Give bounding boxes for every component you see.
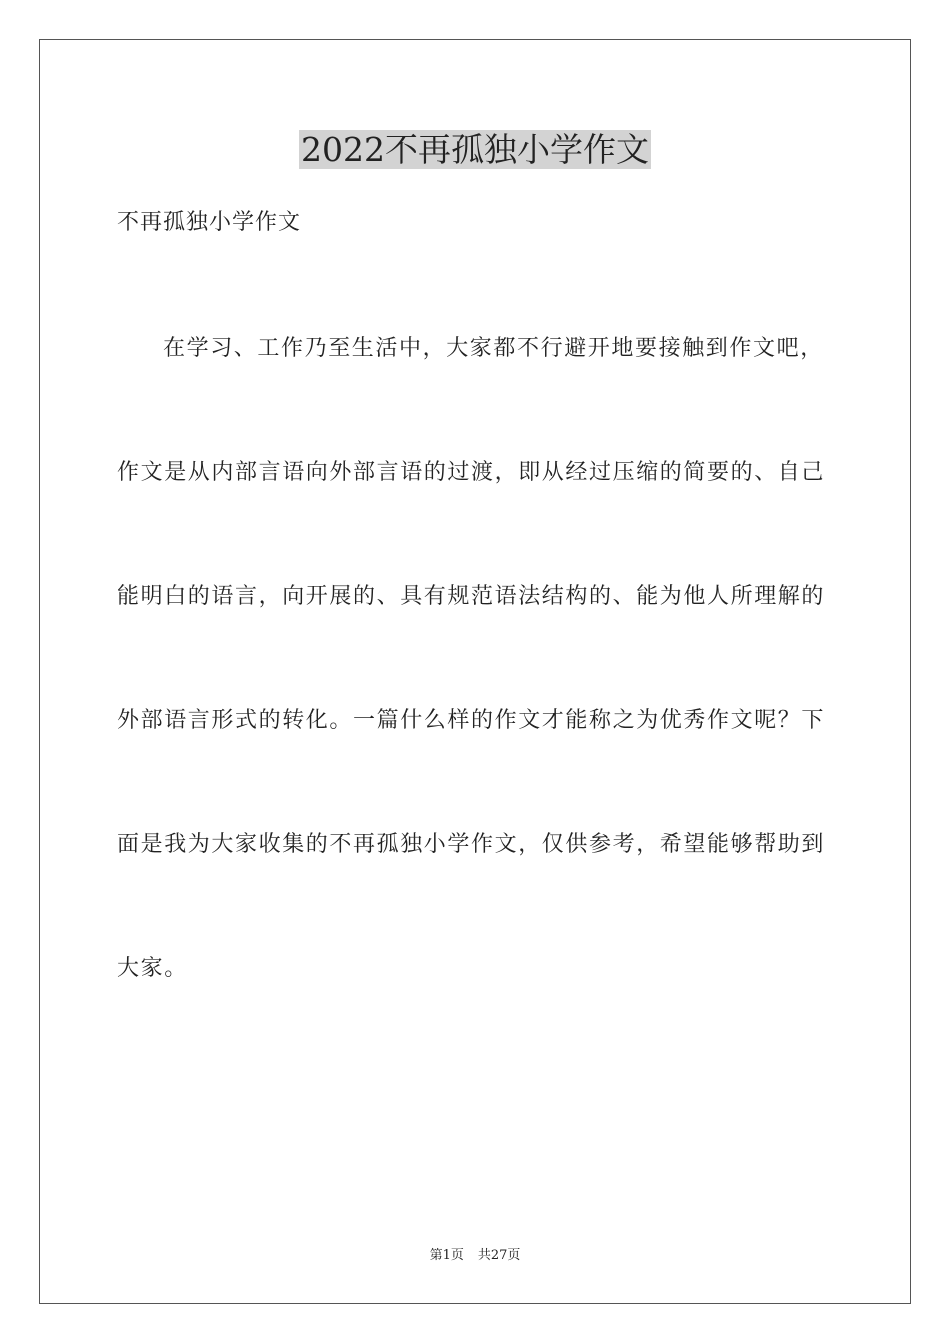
document-title-text: 2022不再孤独小学作文: [301, 130, 649, 169]
paragraph-line: 作文是从内部言语向外部言语的过渡，即从经过压缩的简要的、自己: [117, 460, 826, 485]
page-total: 共27页: [477, 1248, 521, 1263]
page-footer: [0, 1247, 950, 1265]
paragraph-line: 外部语言形式的转化。一篇什么样的作文才能称之为优秀作文呢？下: [117, 708, 826, 733]
paragraph-line: 大家。: [117, 956, 188, 981]
paragraph-line: 在学习、工作乃至生活中，大家都不行避开地要接触到作文吧，: [163, 336, 824, 361]
page-number: 第1页: [429, 1248, 464, 1263]
paragraph-line: 面是我为大家收集的不再孤独小学作文，仅供参考，希望能够帮助到: [117, 832, 826, 857]
paragraph-line: 能明白的语言，向开展的、具有规范语法结构的、能为他人所理解的: [117, 584, 826, 609]
document-subtitle: 不再孤独小学作文: [117, 210, 302, 235]
document-title: [0, 128, 950, 172]
